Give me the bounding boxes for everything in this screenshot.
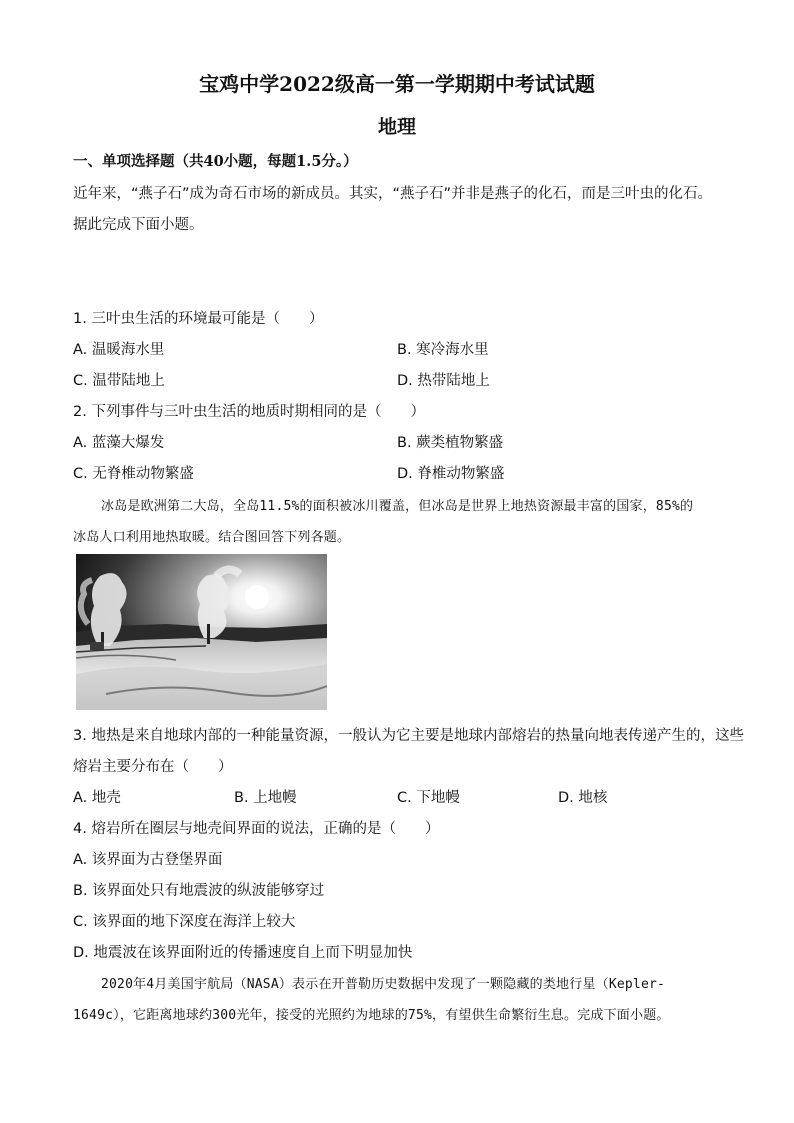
iceland-passage-line-2: 冰岛人口利用地热取暖。结合图回答下列各题。: [73, 530, 351, 545]
question-1-option-d: D. 热带陆地上: [397, 373, 490, 389]
question-3-stem-line-2: 熔岩主要分布在（ ）: [73, 759, 233, 775]
question-1-stem: 1. 三叶虫生活的环境最可能是（ ）: [73, 311, 324, 327]
question-4-stem: 4. 熔岩所在圈层与地壳间界面的说法，正确的是（ ）: [73, 821, 440, 837]
question-1-option-c: C. 温带陆地上: [73, 373, 165, 389]
question-3-option-c: C. 下地幔: [397, 790, 460, 806]
section-heading: 一、单项选择题（共40小题，每题1.5分。）: [73, 153, 358, 170]
question-2-option-d: D. 脊椎动物繁盛: [397, 466, 505, 482]
question-2-option-c: C. 无脊椎动物繁盛: [73, 466, 194, 482]
kepler-passage-line-2: 1649c），它距离地球约300光年，接受的光照约为地球的75%，有望供生命繁衍生息。完成下面小题。: [73, 1008, 670, 1023]
question-1-option-a: A. 温暖海水里: [73, 342, 165, 358]
question-2-option-a: A. 蓝藻大爆发: [73, 435, 165, 451]
question-2-stem: 2. 下列事件与三叶虫生活的地质时期相同的是（ ）: [73, 404, 425, 420]
intro-text-line-1: 近年来，“燕子石”成为奇石市场的新成员。其实，“燕子石”并非是燕子的化石，而是三叶虫的化石。: [73, 186, 713, 202]
question-4-option-c: C. 该界面的地下深度在海洋上较大: [73, 914, 296, 930]
kepler-passage-line-1: 2020年4月美国宇航局（NASA）表示在开普勒历史数据中发现了一颗隐藏的类地行星（Kepler-: [101, 977, 666, 992]
question-1-option-b: B. 寒冷海水里: [397, 342, 489, 358]
subject-title: 地理: [377, 116, 416, 138]
question-3-option-b: B. 上地幔: [234, 790, 297, 806]
question-3-option-a: A. 地壳: [73, 790, 121, 806]
question-4-option-a: A. 该界面为古登堡界面: [73, 852, 223, 868]
question-3-stem-line-1: 3. 地热是来自地球内部的一种能量资源，一般认为它主要是地球内部熔岩的热量向地表传递产生的，这些: [73, 728, 744, 744]
question-4-option-b: B. 该界面处只有地震波的纵波能够穿过: [73, 883, 325, 899]
question-3-option-d: D. 地核: [558, 790, 608, 806]
intro-text-line-2: 据此完成下面小题。: [73, 217, 204, 233]
question-4-option-d: D. 地震波在该界面附近的传播速度自上而下明显加快: [73, 945, 413, 961]
iceland-passage-line-1: 冰岛是欧洲第二大岛，全岛11.5%的面积被冰川覆盖，但冰岛是世界上地热资源最丰富的国家，85%的: [101, 499, 694, 514]
geothermal-photo: [76, 554, 327, 710]
exam-title: 宝鸡中学2022级高一第一学期期中考试试题: [199, 72, 595, 96]
question-2-option-b: B. 蕨类植物繁盛: [397, 435, 504, 451]
